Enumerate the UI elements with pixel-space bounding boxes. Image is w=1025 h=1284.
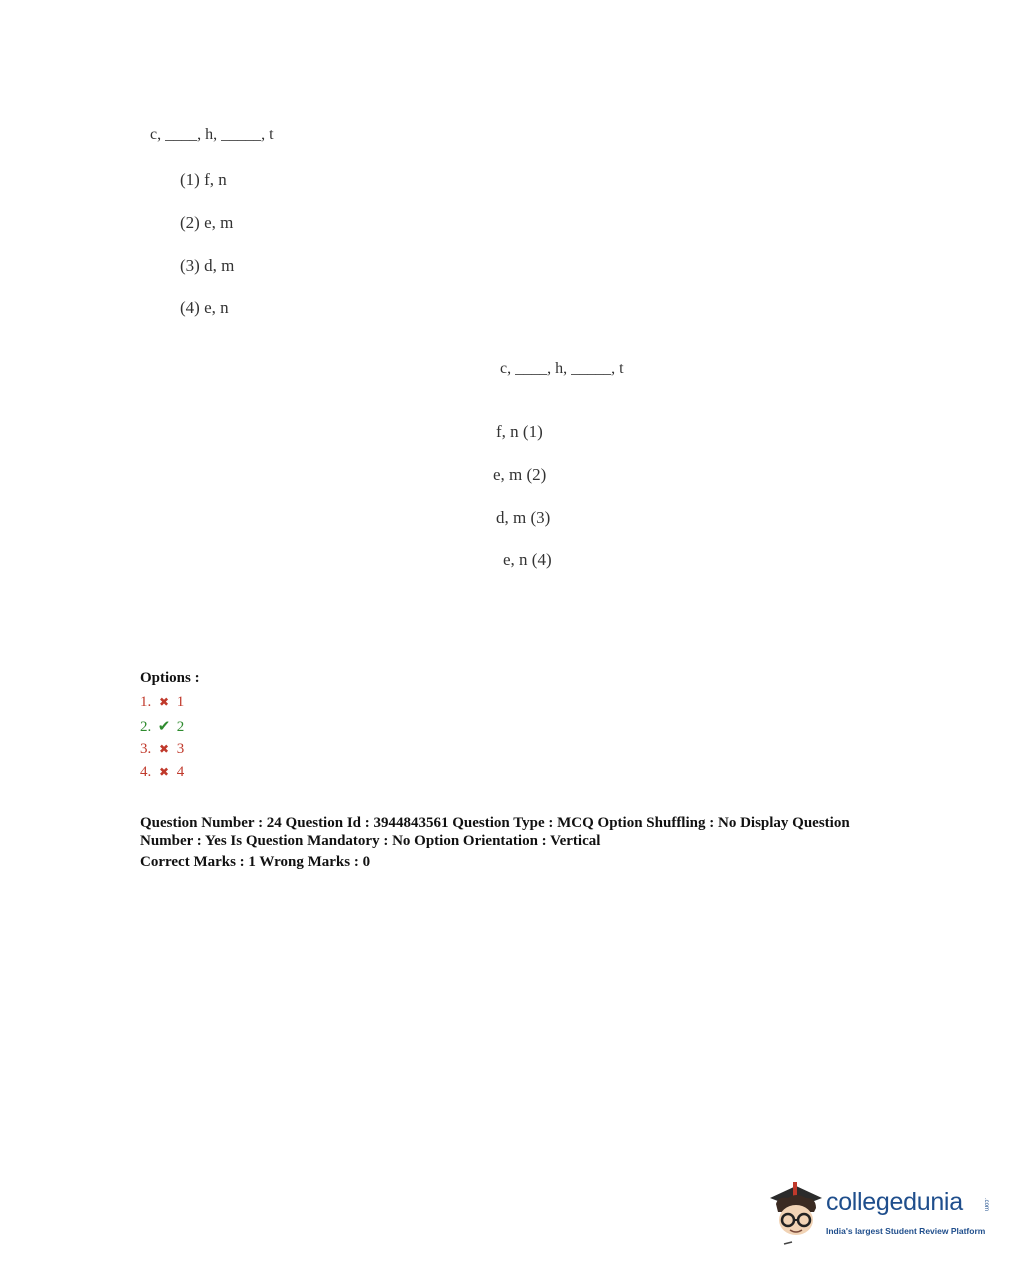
options-title: Options : <box>140 670 200 686</box>
question-alt-stem: c, ____, h, _____, t <box>500 360 624 377</box>
question-alt-option-4: e, n (4) <box>503 550 552 569</box>
logo-wordmark: collegedunia <box>826 1188 963 1216</box>
answer-option-number: 2. <box>140 719 152 735</box>
question-option-4: (4) e, n <box>180 298 229 317</box>
question-option-3: (3) d, m <box>180 256 235 275</box>
collegedunia-logo <box>766 1178 996 1248</box>
logo-tagline: India's largest Student Review Platform <box>826 1226 986 1236</box>
question-option-2: (2) e, m <box>180 213 234 232</box>
cross-icon: ✖ <box>158 695 170 709</box>
answer-option-value: 2 <box>176 719 185 735</box>
question-option-1: (1) f, n <box>180 170 227 189</box>
answer-option-1 <box>140 694 184 711</box>
question-alt-option-1: f, n (1) <box>496 422 543 441</box>
answer-option-number: 1. <box>140 694 152 710</box>
cross-icon: ✖ <box>158 765 170 779</box>
answer-option-value: 1 <box>176 694 185 710</box>
cross-icon: ✖ <box>158 742 170 756</box>
answer-option-value: 3 <box>176 741 185 757</box>
check-icon: ✔ <box>157 719 171 735</box>
question-alt-option-2: e, m (2) <box>493 465 547 484</box>
question-alt-option-3: d, m (3) <box>496 508 551 527</box>
answer-option-4 <box>140 764 184 781</box>
question-metadata: Question Number : 24 Question Id : 3944843561 Question Type : MCQ Option Shuffling : No Display Question Number : Yes Is Question Mandatory : No Option Orientation : Vertical <box>140 815 850 849</box>
answer-option-3 <box>140 741 184 758</box>
marks-metadata: Correct Marks : 1 Wrong Marks : 0 <box>140 854 371 870</box>
answer-option-2 <box>140 717 184 736</box>
mascot-icon <box>766 1178 824 1248</box>
answer-option-number: 4. <box>140 764 152 780</box>
logo-com: .com <box>983 1198 989 1212</box>
answer-option-number: 3. <box>140 741 152 757</box>
answer-option-value: 4 <box>176 764 185 780</box>
question-stem: c, ____, h, _____, t <box>150 126 274 143</box>
